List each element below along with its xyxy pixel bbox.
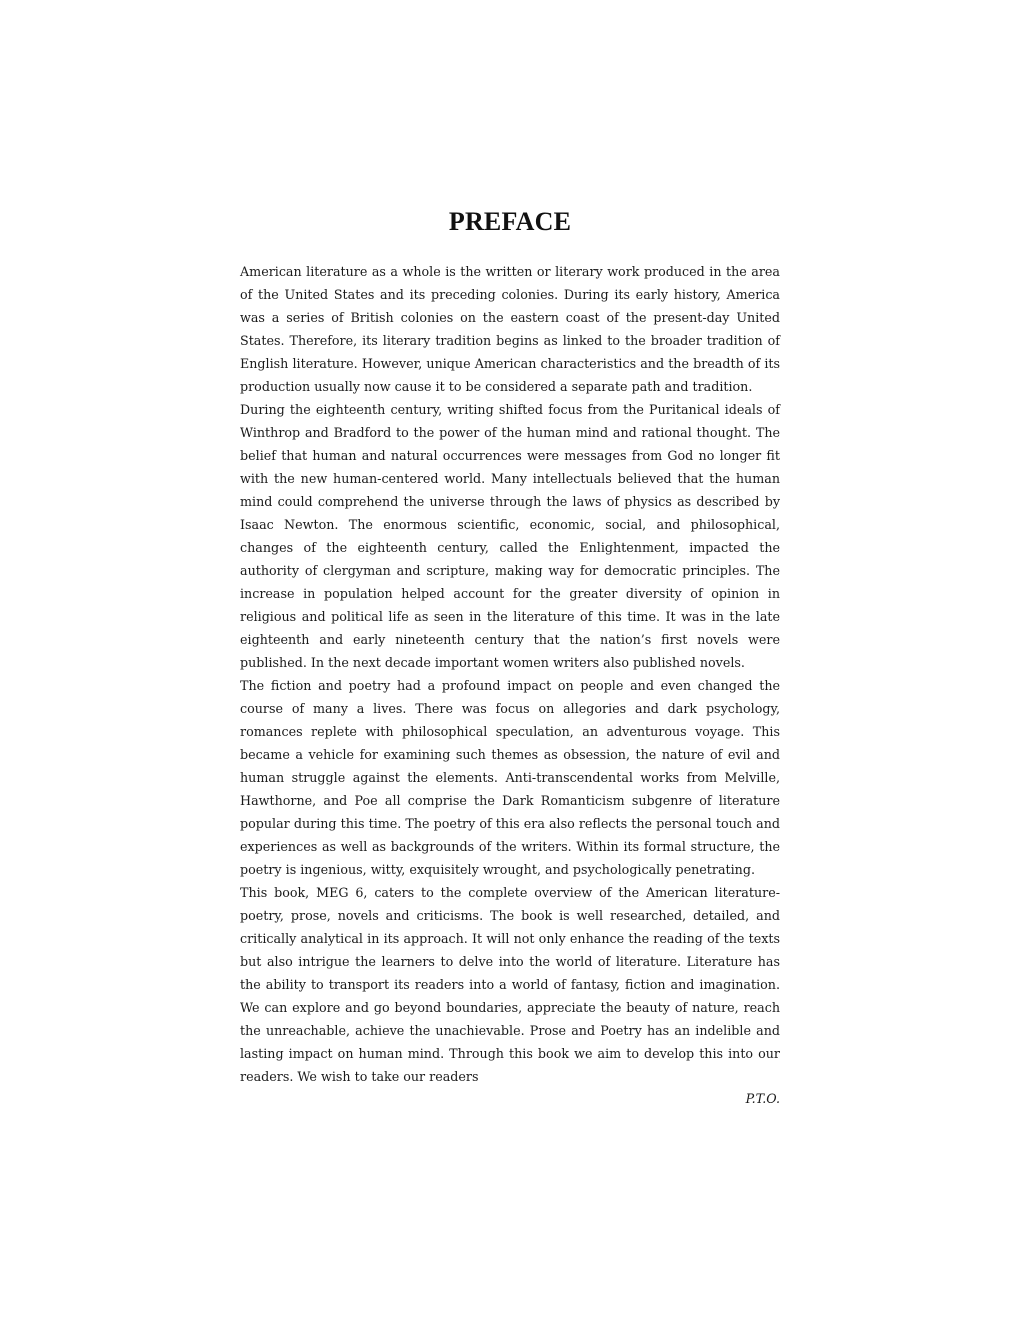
pto-note: P.T.O.	[745, 1091, 780, 1106]
paragraph-3: The fiction and poetry had a profound impact on people and even changed the course of many a lives. There was focus on allegories and dark psychology, romances replete with philosophical speculation, an adventurous voyage. This became a vehicle for examining such themes as obsession, the nature of evil and human struggle against the elements. Anti-transcendental works from Melville, Hawthorne, and Poe all comprise the Dark Romanticism subgenre of literature popular during this time. The poetry of this era also reflects the personal touch and experiences as well as backgrounds of the writers. Within its formal structure, the poetry is ingenious, witty, exquisitely wrought, and psychologically penetrating.	[240, 678, 780, 877]
paragraph-4: This book, MEG 6, caters to the complete overview of the American literature-poetry, prose, novels and criticisms. The book is well researched, detailed, and critically analytical in its approach. It will not only enhance the reading of the texts but also intrigue the learners to delve into the world of literature. Literature has the ability to transport its readers into a world of fantasy, fiction and imagination. We can explore and go beyond boundaries, appreciate the beauty of nature, reach the unreachable, achieve the unachievable. Prose and Poetry has an indelible and lasting impact on human mind. Through this book we aim to develop this into our readers. We wish to take our readers	[240, 885, 780, 1084]
paragraph-1: American literature as a whole is the written or literary work produced in the area of the United States and its preceding colonies. During its early history, America was a series of British colonies on the eastern coast of the present-day United States. Therefore, its literary tradition begins as linked to the broader tradition of English literature. However, unique American characteristics and the breadth of its production usually now cause it to be considered a separate path and tradition.	[240, 264, 780, 394]
paragraph-2: During the eighteenth century, writing shifted focus from the Puritanical ideals of Winthrop and Bradford to the power of the human mind and rational thought. The belief that human and natural occurrences were messages from God no longer fit with the new human-centered world. Many intellectuals believed that the human mind could comprehend the universe through the laws of physics as described by Isaac Newton. The enormous scientific, economic, social, and philosophical, changes of the eighteenth century, called the Enlightenment, impacted the authority of clergyman and scripture, making way for democratic principles. The increase in population helped account for the greater diversity of opinion in religious and political life as seen in the literature of this time. It was in the late eighteenth and early nineteenth century that the nation’s first novels were published. In the next decade important women writers also published novels.	[240, 402, 780, 670]
page-title: PREFACE	[448, 207, 572, 236]
preface-body	[240, 260, 780, 1110]
